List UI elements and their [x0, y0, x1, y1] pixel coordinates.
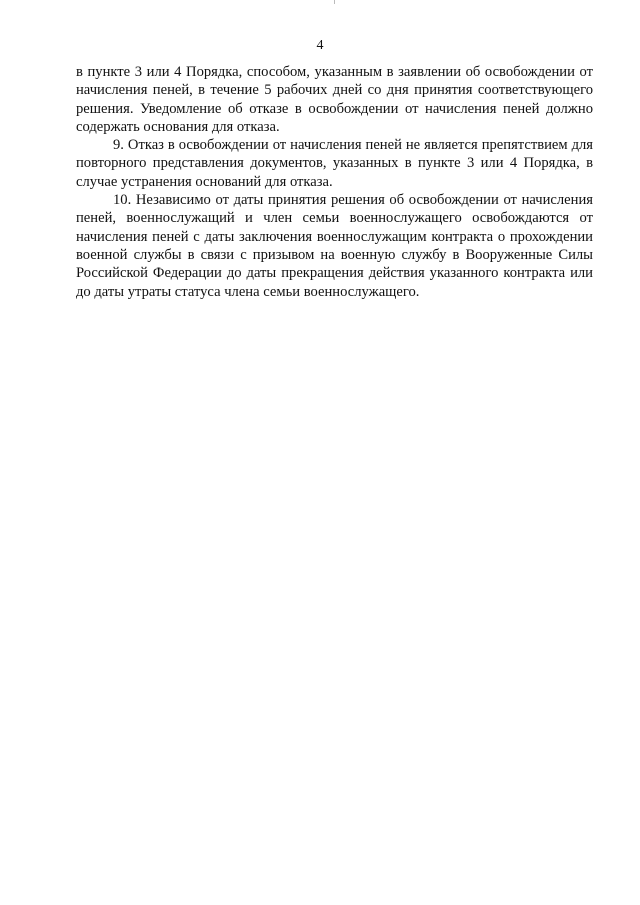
paragraph-item-9: 9. Отказ в освобождении от начисления пеней не является препятствием для повторного представления документов, указанных в пункте 3 или 4 Порядка, в случае устранения оснований для отказа. [76, 137, 593, 190]
paragraph-item-10: 10. Независимо от даты принятия решения об освобождении от начисления пеней, военнослужащий и член семьи военнослужащего освобождаются от начисления пеней с даты заключения военнослужащим контракта о прохождении военной службы в связи с призывом на военную службу в Вооруженные Силы Российской Федерации до даты прекращения действия указанного контракта или до даты утраты статуса члена семьи военнослужащего. [76, 192, 593, 300]
scan-mark [334, 0, 335, 4]
paragraph-continuation: в пункте 3 или 4 Порядка, способом, указанным в заявлении об освобождении от начисления пеней, в течение 5 рабочих дней со дня принятия соответствующего решения. Уведомление об отказе в освобождении от начисления пеней должно содержать основания для отказа. [76, 64, 593, 135]
document-body [76, 63, 593, 301]
page-number: 4 [316, 38, 324, 53]
